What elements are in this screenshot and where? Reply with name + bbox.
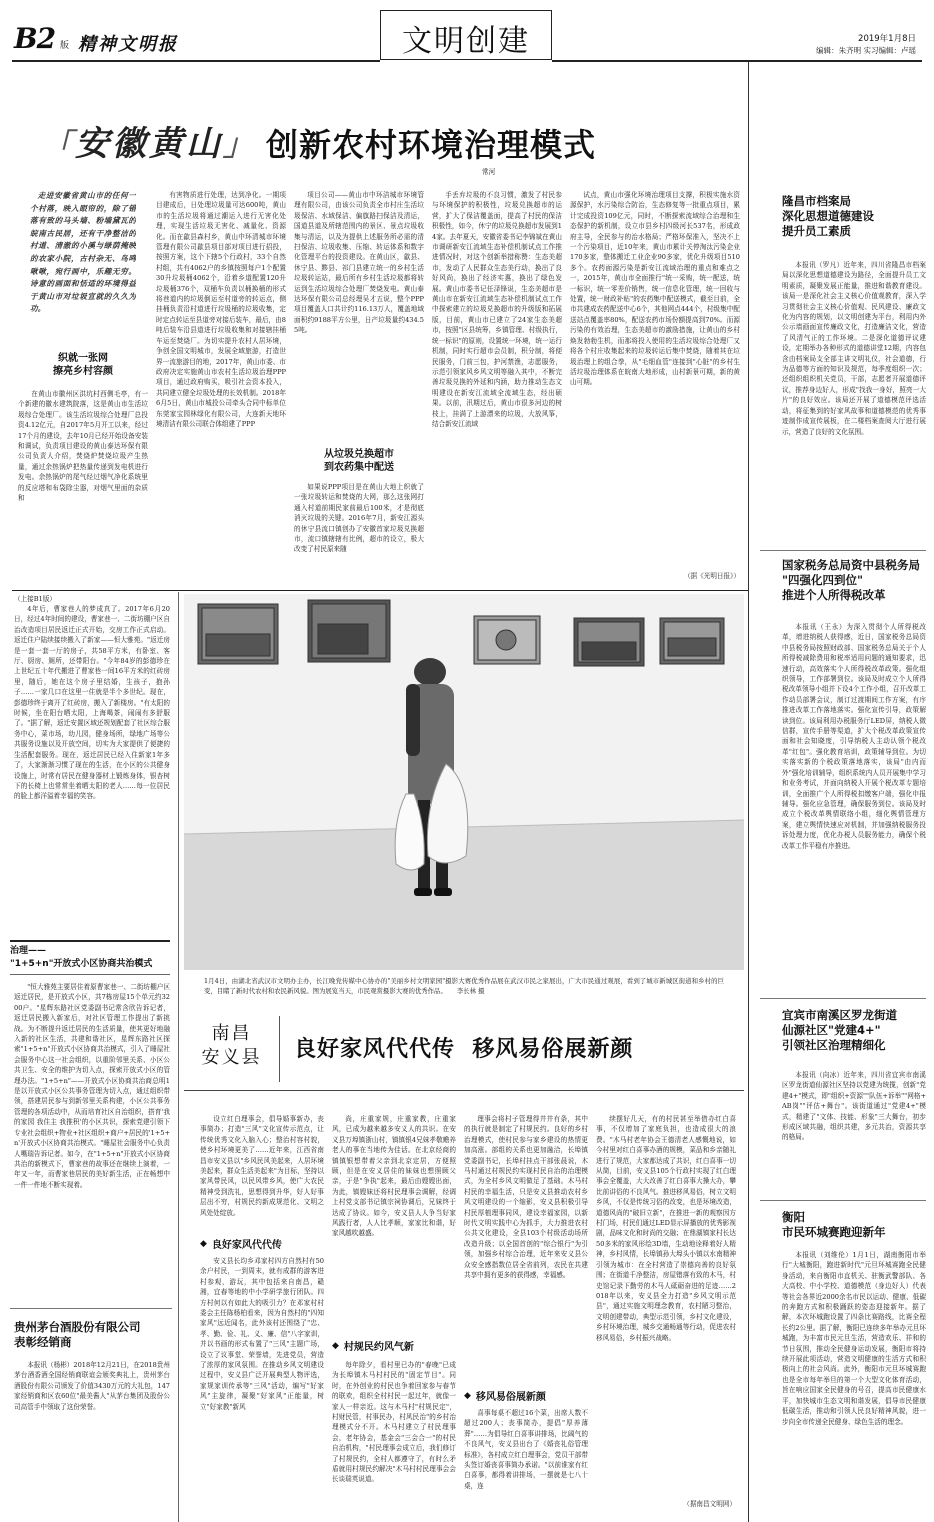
lead-column-1 [18,389,148,585]
bottom-h3-text: 移风易俗展新颜 [475,1392,546,1403]
left-continued-label: （上接B1版） [14,595,57,603]
issue-date: 2019年1月8日 [858,34,916,44]
bottom-col-2b [332,1360,456,1494]
left-item-text: 本报讯（杨彬）2018年12月21日，在2018贵州茅台酒香酒全国经销商联谊会颁奖典礼上，贵州茅台酒股份有限公司颁发了价值3430万元的大礼包，147家经销商和区农60位"最美酱人"从茅台集团及股份公司高管手中领取了这份荣誉。 [14,1361,170,1411]
lead-column-4 [432,190,562,585]
lead-column-3b-text: 如果说PPP项目是在黄山大地上织就了一张垃圾转运和焚烧的大网，那么这张网打通入村道前期民家前最后100米，才是彻底消灭垃圾的关键。2016年7月，新安江源头的休宁县流口镇创办了安徽首家垃圾兑换超市，流口镇辖辖有比例，超市的设立，极大改变了村民原来随 [294,483,424,554]
lead-source: （据《光明日报》） [683,572,740,580]
right-item-1-text: 本报讯（罗凡）近年来，四川省隆昌市档案局以深化思想道德建设为路径，全面提升员工文明素质，凝聚发展正能量，推进和谐教育建设。该局一是深化社会主义核心价值观教育，深入学习贯彻社会主义核心价值观、民风建设、廉政文化为内容的规划，以文明创建为平台，利用内外公示墙画面宣传廉政文化，打造廉洁文化，营造了风清气正的工作环境。二是深化道德评议建设，定期举办各种形式的道德讲堂12期，内容包含由档案局支全部主讲文明礼仪，社会道德，行为品德等方面的知识及规范，每季度组织一次；还组织组织机关党员，干部，志愿者开展道德评议，推荐身边好人，形成"找我一身好，照亮一大片"的良好效应。该局还开展了道德模范评选活动，将征集到的好家风故事和道德模范的优秀事迹制作成宣传展板，在二楼档案查阅大厅进行展示，营造了良好的文化氛围。 [782,261,926,436]
right-item-1-rule [760,550,926,551]
right-column-rule [748,62,749,1522]
right-item-4-body [782,1250,926,1518]
left-para-1 [14,604,170,934]
right-item-3-rule [760,1200,926,1201]
lead-column-3b [294,482,424,585]
bottom-col-2 [332,1114,456,1340]
bottom-col-3 [464,1114,588,1384]
bottom-source: （据南昌文明网） [683,1500,736,1508]
left-para-2-text: "恒大雅苑主要居住着原曹家巷一、二街坊棚户区返迁居民，是开放式小区，共7栋房屋15个单元约3200户。"星辉东路社区党委副书记常含欣告诉记者，返迁居民搬入新家后，对社区管理工作提出了新挑战。为不断提升返迁居民的生活质量，使其更好地融入新的社区生活，共建和谐社区，星辉东路社区探索"1+5+n"开放式小区协商共治模式，引入了睡屋社会服务中心这一社会组织，以重阶邻里关系、小区公共卫生、安全的维护为切入点，探索开放式小区的管理办法。"1+5+n"——开放式小区协商共治商总明1是以开放式小区公共事务管理为切入点，通过组织带领，搭建居民参与到新邻里关系构建，小区公共事务管理的各项活动中，从而培育社区自治组织，搭育'我的家园 我住主 我推积'的小区共识，探索党建引领下专业社会组织+物业+社区组织+商户+居民的'1+5+n'开放式小区协商共治模式。"睡屋社会服务中心负责人嘴瑞告诉记者。如今，在"1+5+n"开放式小区协商共治的新模式下，曹家巷的故事还在继续上演着，一年又一年，而曹家巷居民的美好新生活，正在畅想中一件一件地不断实现着。 [14,983,170,1189]
masthead [0,0,934,64]
lead-column-4-text: 手丢弃垃圾的不良习惯，激发了村民参与环境保护的积极性，垃圾兑换超市的运营，扩大了保洁覆盖面，提高了村民的保洁积极性，如今，休宁的垃圾兑换超市发展到14家。去年夏天，安徽省委书记李锦斌在黄山市调研新安江流域生态补偿机制试点工作推进情况时，对这个创新举措称赞：生态美超市，发动了人民群众生态美行动，换出了良好风尚，换出了经济实惠，换出了绿色发展。黄山市委书记任泽锋说，生态美超市是黄山市在新安江流域生态补偿机制试点工作中探索建立的垃圾兑换超市的升级版和拓展版，目前，黄山市已建立了24家生态美超市，按照"区县统筹，乡镇管理、村级执行，统一标识"的原则，设置统一环境，统一运行机制，同时实行超市会员制，积分制，将便民服务，门前三包，护河禁渔，志愿服务，示范引领家风乡风文明等融入其中，不断完善垃圾兑换的外延和内涵，助力推动生态文明建设在新安江流域全流域生态，经出硕果。以前，汛期过后，黄山市很多河边的树枝上，挂满了上游漂来的垃圾，大放风筝，结合新安江流域 [432,191,562,428]
lead-column-5-text: 试点，黄山市强化环境治理项目支撑，积极实施水资源保护，水污染综合防治，生态修复等一批重点项目，累计完成投资109亿元，同时，不断探索流域综合治理和生态保护的新机制，设立市县乡村四级河长537名，形成政府主导，全民参与的治水格局；严格环保准入，坚决不上一个污染项目，近10年来，黄山市累计关停淘汰污染企业170多家，整体搬迁工业企业90多家，优化升级项目510多个。农药面源污染是新安江流域治理的重点和难点之一，2015年，黄山市全面推行"统一采购，统一配送，统一标识，统一零差价销售，统一信息化管理，统一回收与处置，统一财政补贴"的农药集中配送模式，截至目前，全市共建成农药配送中心6个，其他网点444个，村级集中配送站点覆盖率80%，配送农药市场份额提高到70%。而源污染的有效治理，生态美超市的激励措施，让黄山的乡村焕发勃勃生机，而那将投入使用的生活垃圾综合处理厂又将各个村庄收集起来的垃圾转运后集中焚烧，随着其在垃圾治理上的组合拳，从"毛细血管"连接到"心脏"的乡村生活垃圾治理体系在皖南大地形成，山村新景可期，新的黄山可期。 [570,191,740,387]
framed-photo-2 [308,600,390,662]
bottom-kicker-top: 南昌 [211,1023,252,1044]
paper-name: 精神文明报 [78,34,178,55]
right-item-2-body [782,622,926,994]
photo-block [184,594,744,1006]
bottom-title: 良好家风代代传 移风易俗展新颜 [294,1037,634,1062]
bottom-col-1b-text: 安义县长均乡邓家村四方自然村有50余户村民，一到周末，就有成群的游客进村参观，游玩，其中包括来自南昌，赣湘，宜春等地的中小学研学旅行团队。四方村何以有如此大的吸引力？在邓家村村委会主任陈杨柏看来，因为自然村的"四知家风"远近闻名，此外该村还围绕了"忠、孝、勤、俭、礼、义、廉、信"八字家训，并以书画的形式布置了"三风"主题广场，设立了议事堂、荣誉墙，先进党员，营造了浓厚的家风氛围。在推动乡风文明建设过程中，安义县广泛开展典型人物评选，家规家训传承等"三风"活动，编写"好家风"主旋律，凝聚"好家风"正能量，树立"好家教"新风 [200,1257,324,1411]
bottom-col-4 [596,1114,736,1494]
lead-column-1-text: 在黄山市徽州区洪坑村西侧毛亭，有一个新建的徽水建筑院落，这是黄山市生活垃圾综合处理厂。该生活垃圾综合处理厂总投资4.12亿元，自2017年5月开工以来，经过17个月的建设，去年10月已经开始设备安装和调试，负责项目建设的黄山泰达环保有限公司负责人介绍，焚烧炉焚烧垃圾产生热量，通过余热锅炉把热量传递到发电机进行发电。余热锅炉的尾气经过烟气净化系统里的反应塔和布袋除尘器，对烟气里面的杂质和 [18,390,148,503]
bottom-col-3b [464,1408,588,1494]
lead-subhead-2: 从垃圾兑换超市 到农药集中配送 [324,449,394,473]
lead-kicker: 「安徽黄山」 [42,124,256,164]
right-item-3-text: 本报讯（向冰）近年来，四川省宜宾市南溪区罗龙街道仙源社区坚持以党建为统揽，创新"党建4+"模式，即"组织+资源""队伍+诉举""网格+AB岗""评估+舞台"。该街道通过"党建4+"模式，精建了"文体、技能、形象"三大舞台，初步形成区域共融，组织共建，多元共治，资源共享的格局。 [782,1071,926,1142]
lead-column-2 [156,190,286,585]
bottom-kicker-bottom: 安义县 [201,1047,262,1068]
section-title: 文明创建 [402,24,530,59]
bottom-col-1-text: 设立红白理事会，倡导婚事新办，丧事简办；打造"三风"文化宣传示范点，让传统优秀文化入脑入心；整治村容村貌，使乡村环境更美了……近年来，江西省南昌市安义县以"乡风民风美起来，人居环境美起来，群众生活美起来"为目标，坚持以家风带民风，以民风带乡风，使广大农民精神受到洗礼，思想得到升华，好人好事层出不穷，村规民约新成规范化、文明之风处处绽放。 [200,1115,324,1217]
right-item-2-text: 本报讯（王永）为深入贯彻个人所得税改革，增进纳税人获得感，近日，国家税务总局资中县税务局按照财政部、国家税务总局关于个人所得税减除费用和税率适用问题的通知要求，迅速行动，高效落实个人所得税改革政策。强化组织领导，工作部署到位。该局及时成立个人所得税改革领导小组并下设4个工作小组，召开改革工作动员部署会议，制订过渡期间工作方案，有序推进改革工作落地落实。强化宣传引导，政策解读到位。该局利用办税服务厅LED屏，纳税人微信群，宣传手册等渠道，扩大个税改革政策宣传面和社会知晓度，引导纳税人主动认领个税改革"红包"。强化教育培训，政策辅导到位。为切实落实新的个税政策落地落实，该局"由内而外"强化培训辅导，组织系统内人员开展集中学习和业务考试，并面向纳税人开展个税改革专题培训，全面推广个人所得税扣缴客户端，强化申报辅导。强化应急管理，确保服务到位。该局及时成立个税改革舆情联络小组，细化舆情管理方案，建立舆情快速应对机制，并加强纳税服务投诉处理力度，优化办税人员服务能力，确保个税改革工作平稳有序推进。 [782,623,926,850]
lead-title: 创新农村环境治理模式 [266,126,597,164]
right-item-4-text: 本报讯（刘维伦）1月1日，湖南衡阳市举行"大城衡阳，跑进新时代"元旦环城赛跑全民健身活动，来自衡阳市直机关、驻衡武警部队、各大高校、中小学校、道德模范（身边好人）代表等社会各界近2000余名市民以运动、健康、低碳的奔跑方式和积极踊跃的姿态迎接新年。据了解，本次环城跑设置了四条比赛路线，比赛全程长约2公里。据了解，衡阳已连续多年举办元旦环城跑，为丰富市民元旦生活，营造欢乐、祥和的节日氛围，推动全民健身运动发展，衡阳市将持续开展此项活动，营造文明健康的生活方式和积极向上的社会风尚。此外，衡阳市元旦环城赛跑也是全市每年举旦的第一个大型文化体育活动，旨在响应国家全民健身的号召，提高市民健康水平，加快城市生态文明和谐发展，倡导市民健康低碳生活，推动和引领人民良好精神风貌，进一步向全市传递全民健身、绿色生活的理念。 [782,1251,926,1426]
lead-column-3 [294,190,424,440]
diamond-icon: ◆ [332,1340,339,1351]
lead-author: 常河 [482,168,496,176]
bottom-h3 [464,1388,546,1403]
diamond-icon: ◆ [464,1390,471,1401]
right-item-1-title: 隆昌市档案局 深化思想道德建设 提升员工素质 [782,194,874,238]
right-item-2-title: 国家税务总局资中县税务局 "四强化四到位" 推进个人所得税改革 [782,558,920,602]
bottom-kicker-box [184,1016,280,1082]
page-suffix: 版 [60,41,70,51]
lead-column-2-text: 有害物质进行处理，达到净化。一期项目建成后，日处理垃圾量可达600吨，黄山市的生活垃圾将通过潮运入进行无害化处理，实现生活垃圾无害化、减量化、资源化。而在歙县森村乡，黄山中环清城市环境管理有限公司歙县项目部对项目进行招投，按照方案，这个下辖5个行政村，33个自然村组，共有4062户的乡镇按照每户1个配置30升垃圾桶4062个，沿着乡道配置120升垃圾桶376个，双桶车负责以桶换桶的形式将巷道内的垃圾倒运至村道旁的转运点，侧挂桶负责沿村道进行垃圾桶的垃圾收集，定时定点转运至县道旁对接后装车，最后，由8吨后装车沿县道进行垃圾收集和对接辖挂桶车运至焚烧厂。为切实提升农村人居环境，争创全国文明城市，发展全域旅游，打造世界一流旅游目的地，2017年，黄山市委、市政府决定实施黄山市农村生活垃圾治理PPP项目，通过政府购买，吸引社会资本投入，共同建立健全垃圾处理的长效机制。2018年6月5日，黄山市城投公司牵头合同中标单位东莞家宝园林绿化有限公司，大连新天地环境清洁有限公司联合体组建了PPP [156,191,286,428]
bottom-h2 [332,1338,414,1353]
left-item-body [14,1360,170,1520]
framed-photo-1 [198,604,278,664]
bottom-title-rule [184,1090,744,1091]
left-item-title: 贵州茅台酒股份有限公司 表彰经销商 [14,1320,141,1349]
right-column [756,62,926,1522]
framed-photo-5 [660,618,724,664]
page-number: B2 [14,22,56,55]
photo-credit: 李长林 摄 [456,987,485,995]
bottom-h1 [200,1236,282,1251]
bottom-h1-text: 良好家风代代传 [211,1240,282,1251]
lead-bottom-rule [12,590,748,591]
left-continued [14,594,170,604]
left-column [0,592,178,1522]
right-item-1-body [782,260,926,588]
lead-column-3-text: 项目公司——黄山市中环洁城市环境管理有限公司，由该公司负责全市村庄生活垃圾保洁、水域保洁、偏旗路扫保洁及清运，国道县道及所辖范围内的景区、景点垃圾收集与清运，以及为提供上述服务所必需的清扫保洁、垃圾收集、压缩、转运体系和数字化管理平台的投资建设。在黄山区，歙县、休宁县、黟县、祁门县建立统一的乡村生活垃圾转运站，最后所有乡村生活垃圾都将转运到生活垃圾综合处理厂焚烧发电。黄山泰达环保有限公司总经理吴才五说，整个PPP项目覆盖人口共计约116.13万人，覆盖地域面积约9188平方公里，日产垃圾量约434.55吨。 [294,191,424,335]
bottom-col-1 [200,1114,324,1230]
left-box-title: 治理—— "1+5+n"开放式小区协商共治模式 [10,946,153,969]
photo-caption-text: 1月4日，由湖北省武汉市文明办主办，长江晚党传媒中心协办的"美丽乡村文明家园"摄影大赛优秀作品展在武汉市民之家展出，广大市民通过观展，看到了城市新城区街道和乡村的巨变，目睹了新时代农村和农民新风貌。图为展览当天，市民观赏摄影大赛的优秀作品。 [204,977,724,995]
right-item-3-title: 宜宾市南溪区罗龙街道 仙源社区"党建4+" 引领社区治理精细化 [782,1008,897,1052]
editor-credits: 编辑：朱齐明 实习编辑：卢瑶 [816,46,916,55]
photo-caption [204,976,724,1004]
left-column-rule [178,592,179,1522]
right-item-4-title: 衡阳 市民环城赛跑迎新年 [782,1210,886,1239]
bottom-col-4-text: 续摆好几天，有的村民甚至举借办红白喜事，不仅增加了家庭负担，也造成很大的浪费。"木马村老年协会王德清老人感慨地说，如今村里对红白喜事办酒的规模，菜品和乡亲随礼进行了规范，大家都达成了共识，红白喜事一切从简，目前，安义县105个行政村实现了红白理事会全覆盖，大大改善了红白喜事大操大办，攀比前讲俗的不良风气。推进移风易俗，树立文明乡风，不仅是传统习俗的改变，也是环境改造，道德风尚的"破旧立新"，在推进一新的观察因方村门场，村民们通过LED显示屏播放的优秀影视剧，品味文化和时尚的交融；在鼎湖镇家村长达50多米的家风形绘3D墙，生动地诠释着好人精神，乡村风情，长埠镇孙大埠头小镇以水南精神引领为城市：在全村营造了崇德向善的良好氛围；在街道千净整洁，房屋错落有致的木马，村史馆记录下勤劳的木马人砥砺奋进的足迹……2018年以来，安义县全力打造"乡风文明示范县"，通过实施文明理念教育，农村陋习整治，文明创建带动，典型示范引领，乡村文化建设，乡村环境治理，城乡交通畅通等行动，促进农村移风易俗，乡村振兴战略。 [596,1115,736,1342]
bottom-col-3-text: 理事会将村子管理得井井有条，其中的执行就是制定了村规民约。良好的乡村治理模式，使村民参与家乡建设的热情更加高涨。部组的关系也更加融洽，长埠镇党委副书记，长埠村挂点干部张晨说，木马村通过村规民约实现村民自治的治理模式，为全村乡风文明做足了基础。木马村村民的幸福生活，只是安义县推动农村乡风文明建设的一个缩影，安义县积极引导村民厚植理事同风，建设幸福家园，以新时代文明实践中心为抓手，大力推进农村公共文化建设，全县103个村级活动场所改造升级；以全国首创的"综合银行"为引领，加强乡村综合治理，近年来安义县公众安全感指数位居全省前列，农民在共建共享中拥有更多的获得感，幸福感。 [464,1115,588,1280]
bottom-story [184,1010,744,1520]
lead-column-5 [570,190,740,568]
bottom-h2-text: 村规民约风气新 [343,1342,414,1353]
lead-kicker-text: 安徽黄山 [75,124,223,164]
bottom-col-3b-text: 喜事每桌不超过16个菜，出席人数不超过200人；丧事简办，提倡"厚养薄葬"……为倡导红白喜事讲排场，比阔气的不良风气，安义县出台了《婚丧礼俗管理标准》，各村成立红白理事会，党员干部带头签订婚丧喜事简办承诺。"以前谁家有红白喜事，都得着讲排场，一摆就是七八十桌，连 [464,1409,588,1490]
left-item-rule [10,1308,172,1309]
bottom-col-2-text: 尚，庄重家规，庄重家教，庄重家风，已成为越来越多安义人的共识。在安义县万埠镇浙山村，镇镇银4兄妹孝敬赡养老人的事在当地传为佳话。在北京经商的镇镇银想带着父亲到北京定居，方便照顾，但是在安义居住的妹妹也想照顾父亲，于是"争执"起来，最后由嫂嫂出面，为此，镇嫂妹还将村民理事会调解，经调上村党支部书记镇宗祠协调后，兄妹终于达成了协议。如今，安义县人人争当好家风践行者，人人比孝顺，家家比和谐，好家风越吹越盛。 [332,1115,456,1238]
right-item-2-rule [760,998,926,999]
right-item-3-body [782,1070,926,1190]
left-para-1-text: 4年后，曹家巷人的梦成真了。2017年6月20日，经过4年时间的建设，曹家巷一、二街坊棚户区自治改造项目居民返迁正式开始，交房工作正式启动。返迁住户陆续接续搬入了新家——恒大雅苑。"返迁房是一套一套一厅的房子，共58平方米，有卧室、客厅、厨房、厕所，还带阳台。"今年84岁的彭德珍在上世纪五十年代搬进了曹家巷一间16平方米的红砖房里，随后，她在这个房子里结婚，生孩子，抱孙子……一家几口在这里一住就是半个多世纪。现在，彭德珍终于离开了红砖房，搬入了新楼房。"有太阳的时候，坐在阳台晒太阳，上海喝茶，闹闹有多舒服了。"据了解，返迁安置区域还规划配套了社区综合服务中心，菜市场，幼儿园，健身场所，绿地广场等公共服务设施以及开放空间，切实为大家提供了便捷的生活配套服务。现在，返迁居民已经入住新家1年多了，大家渐渐习惯了现在的生活，在小区的公共健身设施上，时常有居民在健身器材上锻炼身体，银杏树下的长椅上也常常坐着晒太阳的老人……每一位居民的脸上都洋溢着幸福的笑容。 [14,605,170,801]
lead-subhead-1: 织就一张网 擦亮乡村容颜 [53,353,113,377]
lead-intro-text: 走进安徽省黄山市的任何一个村落，映入眼帘的，除了错落有致的马头墙、粉墙黛瓦的皖南古民居，还有干净整洁的村道、清澈的小溪与绿荫掩映的农家小院，古村杂无、鸟鸣啾啾，宛行画中，乐趣无穷。诗意的画面和恬适的环境得益于黄山市对垃圾宣就的久久为功。 [30,191,136,314]
framed-photo-4 [574,618,644,666]
bottom-col-2b-text: 每年除夕，看村里已办的"春晚"已成为长埠镇木马村村民的"固定节目"。同时，在外创业的村民也争着回家参与春节的联欢，组织全村村民一起过年，就像一家人一样亲近。这与木马村"村规民定"，村财民管，村事民办，村风民治"的乡村治理模式分不开。木马村建立了村民理事会，老年协会，基金会"三会合一"的村民自治机构，"村民理事会成立后，我们修订了村规民约，全村人都遵守了，有时么矛盾就用村规民约解决"木马村村民理事会会长谈瑞英说道。 [332,1361,456,1484]
left-box-heading [10,940,170,975]
diamond-icon: ◆ [200,1238,207,1249]
framed-photo-3 [474,616,540,664]
bottom-col-1b [200,1256,324,1494]
exhibition-photo [184,594,744,970]
left-para-2 [14,982,170,1300]
lead-intro [30,190,136,320]
